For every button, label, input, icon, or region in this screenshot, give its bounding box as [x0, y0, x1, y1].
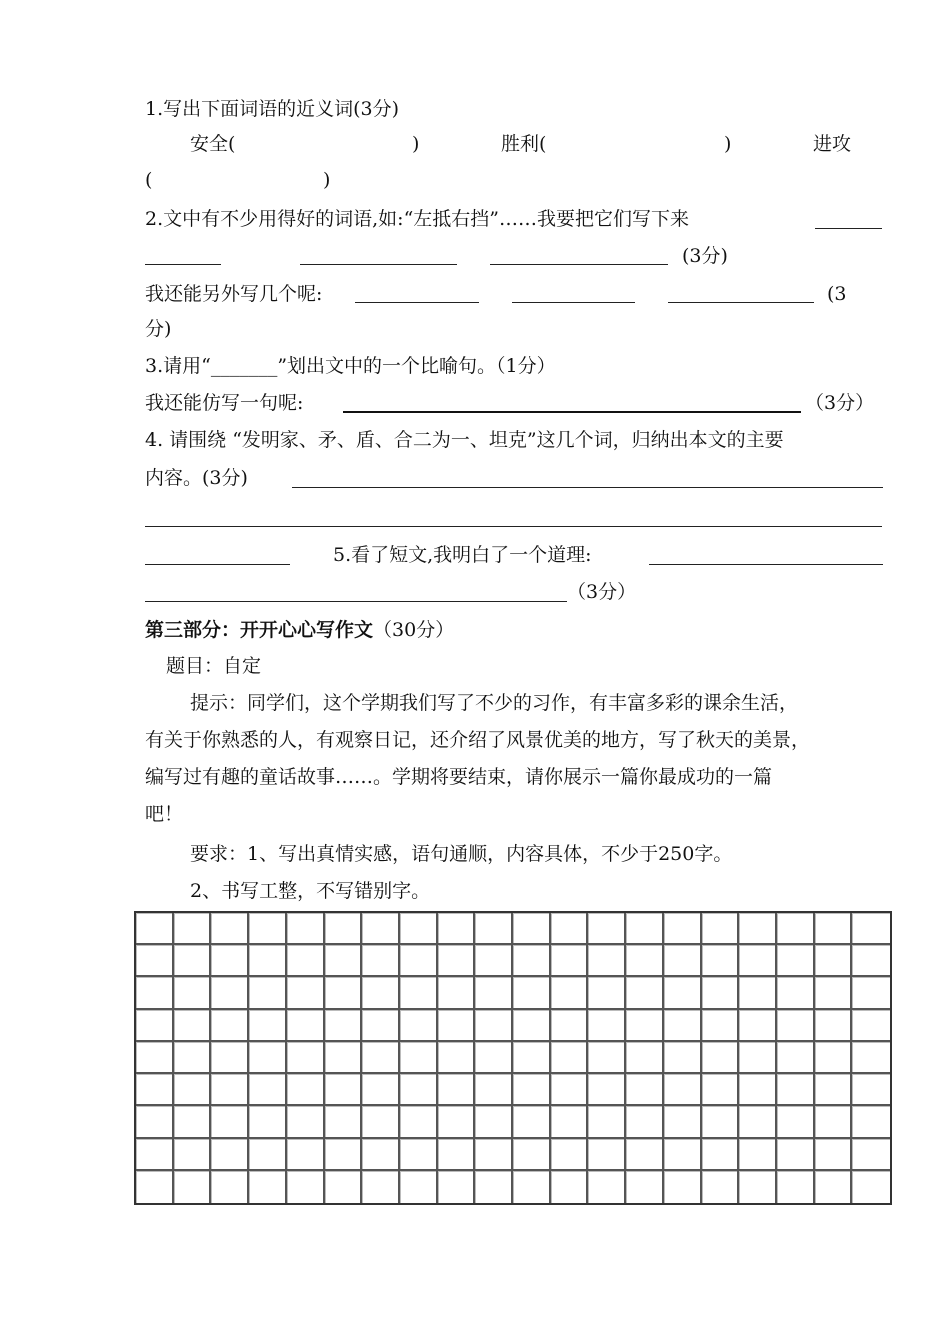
- grid-cell[interactable]: [815, 1010, 853, 1042]
- grid-cell[interactable]: [588, 1074, 626, 1106]
- q5-text: 5.看了短文,我明白了一个道理:: [333, 544, 592, 566]
- grid-cell[interactable]: [852, 913, 890, 945]
- grid-cell[interactable]: [174, 1106, 212, 1138]
- q3-text: 3.请用“_______”划出文中的一个比喻句。（1分）: [145, 355, 556, 377]
- q1-word-jingong: 进攻: [813, 133, 852, 155]
- grid-cell[interactable]: [400, 1074, 438, 1106]
- grid-cell[interactable]: [325, 1042, 363, 1074]
- grid-cell[interactable]: [588, 1010, 626, 1042]
- grid-cell[interactable]: [513, 1171, 551, 1203]
- grid-cell[interactable]: [626, 1171, 664, 1203]
- grid-cell[interactable]: [777, 977, 815, 1009]
- grid-cell[interactable]: [702, 1139, 740, 1171]
- grid-cell[interactable]: [551, 1171, 589, 1203]
- q2-more-text: 我还能另外写几个呢:: [145, 283, 323, 305]
- grid-cell[interactable]: [815, 1106, 853, 1138]
- grid-cell[interactable]: [702, 1042, 740, 1074]
- grid-cell[interactable]: [626, 945, 664, 977]
- q1-word-anquan-close: ): [412, 133, 420, 155]
- grid-cell[interactable]: [438, 1139, 476, 1171]
- grid-cell[interactable]: [702, 913, 740, 945]
- grid-cell[interactable]: [513, 1010, 551, 1042]
- grid-cell[interactable]: [513, 977, 551, 1009]
- q1-word-anquan: 安全(: [190, 133, 236, 155]
- q1-word-jingong-open: (: [145, 169, 153, 191]
- grid-cell[interactable]: [249, 945, 287, 977]
- q1-title: 1.写出下面词语的近义词(3分): [145, 98, 400, 120]
- grid-cell[interactable]: [664, 1042, 702, 1074]
- q3-score: （3分）: [805, 392, 875, 414]
- grid-cell[interactable]: [400, 1106, 438, 1138]
- composition-writing-grid[interactable]: [134, 911, 892, 1205]
- grid-cell[interactable]: [400, 1042, 438, 1074]
- grid-cell[interactable]: [815, 1074, 853, 1106]
- grid-cell[interactable]: [777, 1010, 815, 1042]
- grid-cell[interactable]: [626, 1042, 664, 1074]
- grid-cell[interactable]: [400, 1171, 438, 1203]
- grid-cell[interactable]: [136, 945, 174, 977]
- grid-cell[interactable]: [588, 1171, 626, 1203]
- grid-cell[interactable]: [852, 1171, 890, 1203]
- grid-cell[interactable]: [664, 1010, 702, 1042]
- grid-cell[interactable]: [777, 1171, 815, 1203]
- part3-requirement-1: 要求：1、写出真情实感，语句通顺，内容具体，不少于250字。: [190, 843, 733, 865]
- grid-cell[interactable]: [362, 1010, 400, 1042]
- q3-imitate-blank[interactable]: [343, 411, 801, 413]
- grid-cell[interactable]: [362, 977, 400, 1009]
- q1-word-jingong-close: ): [323, 169, 331, 191]
- part3-heading: 第三部分：开开心心写作文: [145, 619, 374, 641]
- grid-cell[interactable]: [400, 1010, 438, 1042]
- grid-cell[interactable]: [513, 1042, 551, 1074]
- grid-cell[interactable]: [852, 1010, 890, 1042]
- grid-cell[interactable]: [739, 1171, 777, 1203]
- grid-cell[interactable]: [702, 1106, 740, 1138]
- grid-cell[interactable]: [475, 977, 513, 1009]
- grid-cell[interactable]: [852, 977, 890, 1009]
- grid-cell[interactable]: [626, 1106, 664, 1138]
- grid-cell[interactable]: [325, 1171, 363, 1203]
- grid-cell[interactable]: [739, 1042, 777, 1074]
- grid-cell[interactable]: [551, 977, 589, 1009]
- grid-cell[interactable]: [249, 1074, 287, 1106]
- grid-cell[interactable]: [136, 1106, 174, 1138]
- grid-cell[interactable]: [702, 1074, 740, 1106]
- grid-cell[interactable]: [249, 913, 287, 945]
- grid-cell[interactable]: [626, 1010, 664, 1042]
- grid-cell[interactable]: [513, 1106, 551, 1138]
- grid-cell[interactable]: [174, 1171, 212, 1203]
- grid-cell[interactable]: [136, 1042, 174, 1074]
- grid-cell[interactable]: [588, 1042, 626, 1074]
- grid-cell[interactable]: [475, 945, 513, 977]
- grid-cell[interactable]: [287, 1042, 325, 1074]
- grid-cell[interactable]: [551, 1139, 589, 1171]
- grid-cell[interactable]: [739, 913, 777, 945]
- q1-word-shengli-close: ): [724, 133, 732, 155]
- grid-cell[interactable]: [211, 977, 249, 1009]
- grid-cell[interactable]: [287, 1171, 325, 1203]
- grid-cell[interactable]: [777, 913, 815, 945]
- grid-cell[interactable]: [211, 1010, 249, 1042]
- grid-cell[interactable]: [174, 1074, 212, 1106]
- grid-cell[interactable]: [551, 1074, 589, 1106]
- grid-cell[interactable]: [513, 1139, 551, 1171]
- grid-cell[interactable]: [702, 1171, 740, 1203]
- grid-cell[interactable]: [475, 1106, 513, 1138]
- grid-cell[interactable]: [588, 913, 626, 945]
- grid-cell[interactable]: [211, 945, 249, 977]
- grid-cell[interactable]: [174, 913, 212, 945]
- q5-score: （3分）: [567, 581, 637, 603]
- grid-cell[interactable]: [551, 1042, 589, 1074]
- q4-blank-1[interactable]: [292, 487, 883, 488]
- grid-cell[interactable]: [626, 977, 664, 1009]
- grid-cell[interactable]: [588, 1139, 626, 1171]
- part3-hint-line-3: 编写过有趣的童话故事……。学期将要结束，请你展示一篇你最成功的一篇: [145, 766, 773, 788]
- grid-cell[interactable]: [174, 1010, 212, 1042]
- grid-cell[interactable]: [362, 1042, 400, 1074]
- grid-cell[interactable]: [551, 1106, 589, 1138]
- grid-cell[interactable]: [325, 1106, 363, 1138]
- grid-cell[interactable]: [664, 945, 702, 977]
- grid-cell[interactable]: [664, 977, 702, 1009]
- grid-cell[interactable]: [249, 977, 287, 1009]
- q2-more-score: (3: [827, 283, 847, 305]
- grid-cell[interactable]: [174, 1139, 212, 1171]
- grid-cell[interactable]: [438, 977, 476, 1009]
- grid-cell[interactable]: [174, 1042, 212, 1074]
- grid-cell[interactable]: [702, 945, 740, 977]
- grid-cell[interactable]: [438, 945, 476, 977]
- grid-cell[interactable]: [551, 945, 589, 977]
- grid-cell[interactable]: [626, 1139, 664, 1171]
- grid-cell[interactable]: [400, 913, 438, 945]
- grid-cell[interactable]: [438, 1171, 476, 1203]
- grid-cell[interactable]: [249, 1010, 287, 1042]
- q2-score: (3分): [682, 245, 728, 267]
- grid-cell[interactable]: [438, 1106, 476, 1138]
- grid-cell[interactable]: [815, 1171, 853, 1203]
- grid-cell[interactable]: [325, 1139, 363, 1171]
- q1-word-shengli: 胜利(: [501, 133, 547, 155]
- grid-cell[interactable]: [702, 1010, 740, 1042]
- grid-cell[interactable]: [664, 1106, 702, 1138]
- grid-cell[interactable]: [136, 913, 174, 945]
- grid-cell[interactable]: [551, 913, 589, 945]
- grid-cell[interactable]: [739, 1010, 777, 1042]
- grid-cell[interactable]: [136, 1139, 174, 1171]
- grid-cell[interactable]: [211, 1106, 249, 1138]
- grid-cell[interactable]: [777, 1139, 815, 1171]
- q5-blank-1[interactable]: [649, 564, 883, 565]
- grid-cell[interactable]: [362, 945, 400, 977]
- q2-blank-3[interactable]: [300, 264, 457, 265]
- grid-cell[interactable]: [626, 913, 664, 945]
- q2-more-blank-2[interactable]: [512, 302, 635, 303]
- grid-cell[interactable]: [626, 1074, 664, 1106]
- grid-cell[interactable]: [400, 977, 438, 1009]
- q5-blank-2[interactable]: [145, 601, 567, 602]
- grid-cell[interactable]: [325, 945, 363, 977]
- grid-cell[interactable]: [852, 1139, 890, 1171]
- grid-cell[interactable]: [664, 1139, 702, 1171]
- grid-cell[interactable]: [287, 913, 325, 945]
- grid-cell[interactable]: [777, 945, 815, 977]
- q2-more-score-2: 分): [145, 318, 172, 340]
- q4-text-2: 内容。(3分): [145, 467, 248, 489]
- grid-cell[interactable]: [852, 1106, 890, 1138]
- grid-cell[interactable]: [777, 1074, 815, 1106]
- grid-cell[interactable]: [551, 1010, 589, 1042]
- grid-cell[interactable]: [287, 945, 325, 977]
- grid-cell[interactable]: [513, 945, 551, 977]
- grid-cell[interactable]: [475, 1139, 513, 1171]
- grid-cell[interactable]: [249, 1106, 287, 1138]
- grid-cell[interactable]: [400, 1139, 438, 1171]
- grid-cell[interactable]: [136, 1010, 174, 1042]
- part3-heading-row: [145, 618, 454, 642]
- grid-cell[interactable]: [174, 945, 212, 977]
- grid-cell[interactable]: [777, 1106, 815, 1138]
- grid-cell[interactable]: [739, 1139, 777, 1171]
- grid-cell[interactable]: [287, 1010, 325, 1042]
- grid-cell[interactable]: [325, 913, 363, 945]
- grid-cell[interactable]: [852, 1042, 890, 1074]
- grid-cell[interactable]: [664, 913, 702, 945]
- q2-blank-2[interactable]: [145, 264, 221, 265]
- grid-cell[interactable]: [588, 945, 626, 977]
- q2-blank-1[interactable]: [815, 228, 882, 229]
- part3-hint-line-2: 有关于你熟悉的人，有观察日记，还介绍了风景优美的地方，写了秋天的美景，: [145, 729, 811, 751]
- grid-cell[interactable]: [211, 1139, 249, 1171]
- grid-cell[interactable]: [475, 1042, 513, 1074]
- grid-cell[interactable]: [438, 1074, 476, 1106]
- grid-cell[interactable]: [287, 1139, 325, 1171]
- grid-cell[interactable]: [438, 913, 476, 945]
- grid-cell[interactable]: [739, 977, 777, 1009]
- grid-cell[interactable]: [249, 1139, 287, 1171]
- grid-cell[interactable]: [475, 1171, 513, 1203]
- grid-cell[interactable]: [287, 977, 325, 1009]
- grid-cell[interactable]: [664, 1074, 702, 1106]
- grid-cell[interactable]: [815, 945, 853, 977]
- grid-cell[interactable]: [815, 913, 853, 945]
- grid-cell[interactable]: [588, 977, 626, 1009]
- grid-cell[interactable]: [287, 1074, 325, 1106]
- grid-cell[interactable]: [136, 1074, 174, 1106]
- grid-cell[interactable]: [249, 1042, 287, 1074]
- grid-cell[interactable]: [325, 1074, 363, 1106]
- q3-imitate-text: 我还能仿写一句呢:: [145, 392, 304, 414]
- q2-text: 2.文中有不少用得好的词语,如:“左抵右挡”……我要把它们写下来: [145, 208, 689, 230]
- grid-cell[interactable]: [815, 1042, 853, 1074]
- grid-cell[interactable]: [475, 913, 513, 945]
- grid-cell[interactable]: [136, 977, 174, 1009]
- q4-blank-2[interactable]: [145, 526, 882, 527]
- q4-blank-3[interactable]: [145, 564, 290, 565]
- grid-cell[interactable]: [588, 1106, 626, 1138]
- grid-cell[interactable]: [211, 913, 249, 945]
- q2-blank-4[interactable]: [490, 264, 668, 265]
- grid-cell[interactable]: [513, 1074, 551, 1106]
- grid-cell[interactable]: [362, 1171, 400, 1203]
- grid-cell[interactable]: [211, 1074, 249, 1106]
- grid-cell[interactable]: [362, 1106, 400, 1138]
- grid-cell[interactable]: [815, 977, 853, 1009]
- q2-more-blank-1[interactable]: [355, 302, 479, 303]
- grid-cell[interactable]: [852, 945, 890, 977]
- grid-cell[interactable]: [475, 1010, 513, 1042]
- grid-cell[interactable]: [325, 1010, 363, 1042]
- grid-cell[interactable]: [136, 1171, 174, 1203]
- grid-cell[interactable]: [325, 977, 363, 1009]
- q4-text: 4. 请围绕 “发明家、矛、盾、合二为一、坦克”这几个词，归纳出本文的主要: [145, 429, 784, 451]
- part3-hint-line-1: 提示：同学们，这个学期我们写了不少的习作，有丰富多彩的课余生活，: [190, 692, 799, 714]
- grid-cell[interactable]: [211, 1042, 249, 1074]
- grid-cell[interactable]: [362, 1139, 400, 1171]
- grid-cell[interactable]: [475, 1074, 513, 1106]
- part3-hint-line-4: 吧！: [145, 803, 184, 825]
- grid-cell[interactable]: [739, 1106, 777, 1138]
- grid-cell[interactable]: [174, 977, 212, 1009]
- grid-cell[interactable]: [664, 1171, 702, 1203]
- grid-cell[interactable]: [702, 977, 740, 1009]
- part3-heading-score: （30分）: [373, 619, 455, 641]
- grid-cell[interactable]: [739, 1074, 777, 1106]
- grid-cell[interactable]: [852, 1074, 890, 1106]
- grid-cell[interactable]: [249, 1171, 287, 1203]
- grid-cell[interactable]: [777, 1042, 815, 1074]
- grid-cell[interactable]: [362, 913, 400, 945]
- part3-requirement-2: 2、书写工整，不写错别字。: [190, 880, 431, 902]
- grid-cell[interactable]: [739, 945, 777, 977]
- grid-cell[interactable]: [438, 1042, 476, 1074]
- grid-cell[interactable]: [287, 1106, 325, 1138]
- grid-cell[interactable]: [513, 913, 551, 945]
- part3-topic: 题目：自定: [166, 655, 262, 677]
- grid-cell[interactable]: [362, 1074, 400, 1106]
- q2-more-blank-3[interactable]: [668, 302, 814, 303]
- grid-cell[interactable]: [211, 1171, 249, 1203]
- grid-cell[interactable]: [815, 1139, 853, 1171]
- grid-cell[interactable]: [438, 1010, 476, 1042]
- grid-cell[interactable]: [400, 945, 438, 977]
